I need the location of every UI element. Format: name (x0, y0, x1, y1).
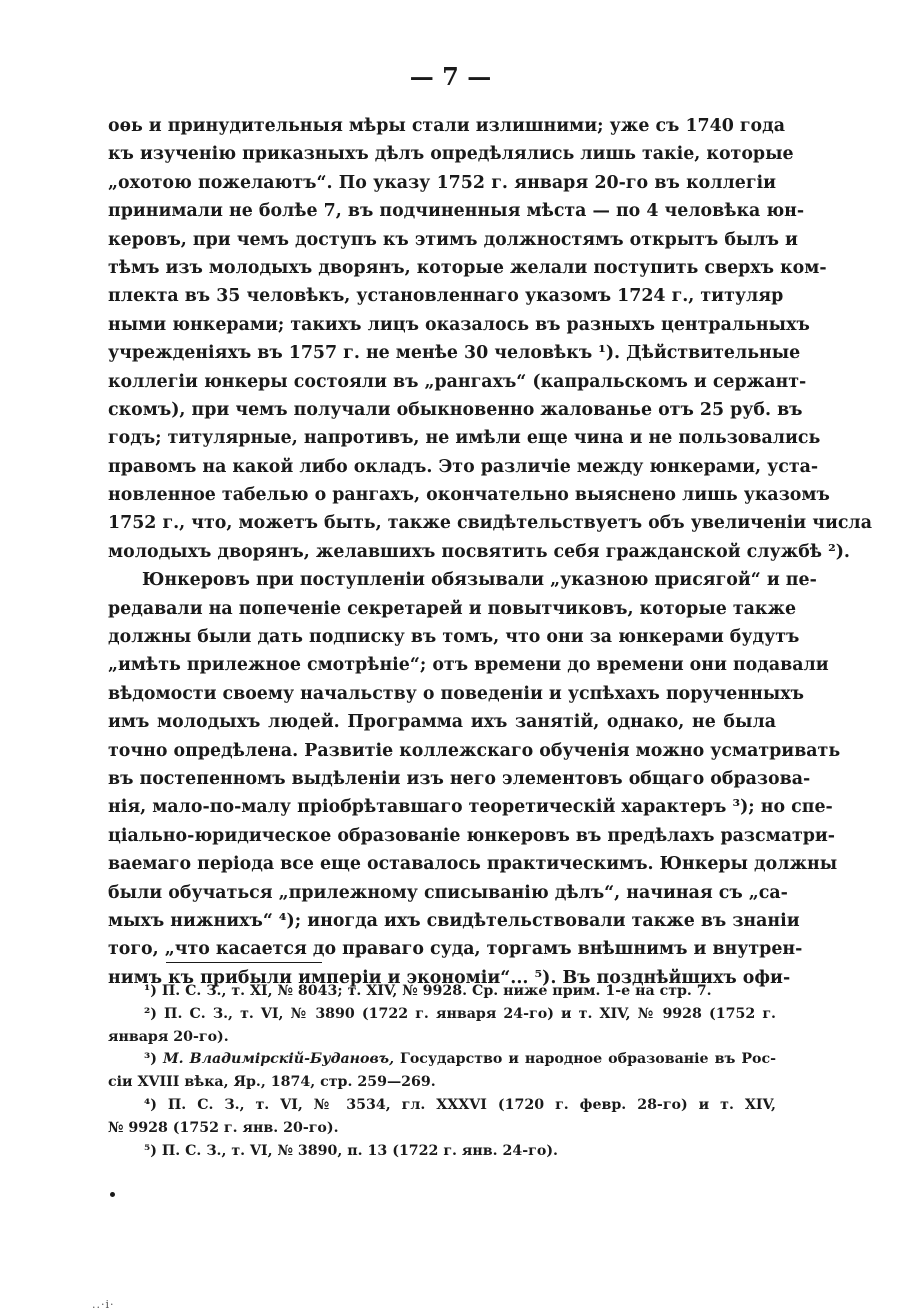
footnote-1: ¹) П. С. З., т. XI, № 8043; т. XIV, № 9928. Ср. ниже прим. 1-е на стр. 7. (144, 983, 712, 999)
footnote-5: ⁵) П. С. З., т. VI, № 3890, п. 13 (1722 г. янв. 24-го). (144, 1142, 558, 1159)
text-line: должны были дать подписку въ томъ, что они за юнкерами будутъ (108, 627, 800, 648)
text-line: ціально-юридическое образованіе юнкеровъ въ предѣлахъ разсматри- (108, 825, 836, 846)
footnote-3 (108, 1048, 776, 1071)
edge-marks: ..·i· (92, 1298, 115, 1311)
text-line: правомъ на какой либо окладъ. Это различіе между юнкерами, уста- (108, 456, 819, 477)
text-line: ваемаго періода все еще оставалось практическимъ. Юнкеры должны (108, 854, 838, 875)
text-line: коллегіи юнкеры состояли въ „рангахъ“ (капральскомъ и сержант- (108, 371, 807, 392)
text-line: того, „что касается до праваго суда, торгамъ внѣшнимъ и внутрен- (108, 939, 803, 960)
text-line: годъ; титулярные, напротивъ, не имѣли еще чина и не пользовались (108, 428, 821, 449)
ink-dot (110, 1192, 115, 1197)
text-line: нимъ къ прибыли имперіи и экономіи“... ⁵). Въ позднѣйшихъ офи- (108, 967, 791, 988)
footnote-4-cont: № 9928 (1752 г. янв. 20-го). (108, 1119, 339, 1136)
footnote-3-author: М. Владимірскій-Будановъ, (162, 1051, 395, 1068)
text-line: ными юнкерами; такихъ лицъ оказалось въ разныхъ центральныхъ (108, 314, 810, 335)
text-line: „охотою пожелаютъ“. По указу 1752 г. января 20-го въ коллегіи (108, 172, 776, 193)
page-number: — 7 — (409, 62, 492, 91)
text-line: керовъ, при чемъ доступъ къ этимъ должностямъ открытъ былъ и (108, 229, 798, 250)
footnotes (108, 980, 776, 1162)
text-line: были обучаться „прилежному списыванію дѣлъ“, начиная съ „са- (108, 882, 788, 903)
text-line: имъ молодыхъ людей. Программа ихъ занятій, однако, не была (108, 712, 776, 733)
footnote-4: ⁴) П. С. З., т. VI, № 3534, гл. XXXVI (1720 г. февр. 28-го) и т. XIV, (144, 1096, 776, 1113)
text-line: Юнкеровъ при поступленіи обязывали „указною присягой“ и пе- (142, 570, 817, 591)
text-line: въ постепенномъ выдѣленіи изъ него элементовъ общаго образова- (108, 768, 811, 789)
footnote-3-mark: ³) (144, 1051, 157, 1068)
text-line: новленное табелью о рангахъ, окончательно выяснено лишь указомъ (108, 485, 830, 506)
text-line: учрежденіяхъ въ 1757 г. не менѣе 30 человѣкъ ¹). Дѣйствительные (108, 343, 801, 364)
text-line: нія, мало-по-малу пріобрѣтавшаго теоретическій характеръ ³); но спе- (108, 797, 833, 818)
text-line: скомъ), при чемъ получали обыкновенно жалованье отъ 25 руб. въ (108, 399, 803, 420)
text-line: тѣмъ изъ молодыхъ дворянъ, которые желали поступить сверхъ ком- (108, 257, 827, 278)
footnote-divider (166, 962, 322, 963)
footnote-2-cont: января 20-го). (108, 1028, 229, 1045)
text-line: точно опредѣлена. Развитіе коллежскаго обученія можно усматривать (108, 740, 841, 761)
text-line: „имѣть прилежное смотрѣніе“; отъ времени до времени они подавали (108, 655, 829, 676)
main-text (108, 112, 872, 992)
text-line: редавали на попеченіе секретарей и повытчиковъ, которые также (108, 598, 797, 619)
footnote-3-cont: сіи XVIII вѣка, Яр., 1874, стр. 259—269. (108, 1074, 436, 1091)
text-line: оѳь и принудительныя мѣры стали излишними; уже съ 1740 года (108, 116, 786, 136)
text-line: принимали не болѣе 7, въ подчиненныя мѣста — по 4 человѣка юн- (108, 201, 805, 222)
text-line: къ изученію приказныхъ дѣлъ опредѣлялись лишь такіе, которые (108, 144, 794, 165)
text-line: 1752 г., что, можетъ быть, также свидѣтельствуетъ объ увеличеніи числа (108, 513, 872, 534)
text-line: мыхъ нижнихъ“ ⁴); иногда ихъ свидѣтельствовали также въ знаніи (108, 910, 800, 931)
text-line: плекта въ 35 человѣкъ, установленнаго указомъ 1724 г., титуляр (108, 286, 784, 307)
text-line: вѣдомости своему начальству о поведеніи и успѣхахъ порученныхъ (108, 683, 804, 704)
footnote-2: ²) П. С. З., т. VI, № 3890 (1722 г. января 24-го) и т. XIV, № 9928 (1752 г. (144, 1005, 776, 1022)
text-line: молодыхъ дворянъ, желавшихъ посвятить себя гражданской службѣ ²). (108, 541, 850, 562)
footnote-3-text: Государство и народное образованіе въ Рос- (400, 1051, 776, 1068)
